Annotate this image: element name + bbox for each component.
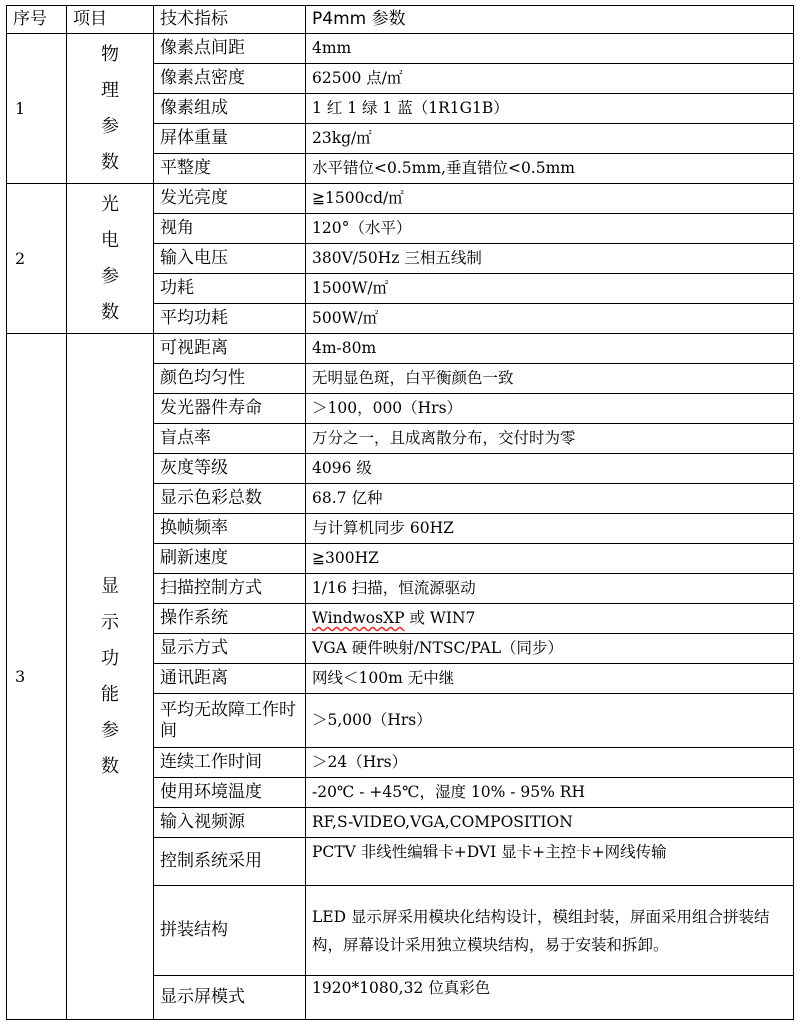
param-value: 62500 点/㎡ xyxy=(306,64,794,94)
group-seq: 1 xyxy=(7,34,67,184)
group-seq: 2 xyxy=(7,184,67,334)
param-label: 连续工作时间 xyxy=(154,748,306,778)
param-value: PCTV 非线性编辑卡+DVI 显卡+主控卡+网线传输 xyxy=(306,838,794,886)
param-value: 1 红 1 绿 1 蓝（1R1G1B） xyxy=(306,94,794,124)
os-name-alt: 或 WIN7 xyxy=(404,609,476,627)
param-value: 万分之一，且成离散分布，交付时为零 xyxy=(306,424,794,454)
param-label: 像素点间距 xyxy=(154,34,306,64)
header-value: P4mm 参数 xyxy=(306,6,794,34)
param-label: 颜色均匀性 xyxy=(154,364,306,394)
param-value: 120°（水平） xyxy=(306,214,794,244)
param-label: 操作系统 xyxy=(154,604,306,634)
param-value: 1920*1080,32 位真彩色 xyxy=(306,976,794,1020)
param-value xyxy=(306,604,794,634)
param-label: 使用环境温度 xyxy=(154,778,306,808)
group-category: 物 理 参 数 xyxy=(67,34,154,184)
table-row xyxy=(7,334,794,364)
param-label: 像素点密度 xyxy=(154,64,306,94)
param-label: 盲点率 xyxy=(154,424,306,454)
param-label: 显示色彩总数 xyxy=(154,484,306,514)
param-label: 平均无故障工作时间 xyxy=(154,694,306,748)
header-seq: 序号 xyxy=(7,6,67,34)
param-value: 水平错位<0.5mm,垂直错位<0.5mm xyxy=(306,154,794,184)
param-label: 平均功耗 xyxy=(154,304,306,334)
param-label: 功耗 xyxy=(154,274,306,304)
param-value: RF,S-VIDEO,VGA,COMPOSITION xyxy=(306,808,794,838)
param-value: ＞24（Hrs） xyxy=(306,748,794,778)
os-name-spellcheck: WindwosXP xyxy=(312,609,405,627)
param-value: 500W/㎡ xyxy=(306,304,794,334)
param-value: ＞5,000（Hrs） xyxy=(306,694,794,748)
param-label: 发光亮度 xyxy=(154,184,306,214)
param-label: 扫描控制方式 xyxy=(154,574,306,604)
param-label: 输入电压 xyxy=(154,244,306,274)
table-row xyxy=(7,34,794,64)
param-value: 无明显色斑，白平衡颜色一致 xyxy=(306,364,794,394)
param-value: LED 显示屏采用模块化结构设计，模组封装，屏面采用组合拼装结构，屏幕设计采用独立模块结构，易于安装和拆卸。 xyxy=(306,886,794,976)
param-value: 1500W/㎡ xyxy=(306,274,794,304)
param-value: ≧300HZ xyxy=(306,544,794,574)
param-label: 平整度 xyxy=(154,154,306,184)
param-label: 灰度等级 xyxy=(154,454,306,484)
param-value: 4mm xyxy=(306,34,794,64)
param-label: 显示方式 xyxy=(154,634,306,664)
param-label: 屏体重量 xyxy=(154,124,306,154)
param-label: 换帧频率 xyxy=(154,514,306,544)
param-label: 刷新速度 xyxy=(154,544,306,574)
param-value: -20℃ - +45℃，湿度 10% - 95% RH xyxy=(306,778,794,808)
param-value: 68.7 亿种 xyxy=(306,484,794,514)
header-row xyxy=(7,6,794,34)
spec-table xyxy=(6,5,794,1020)
param-value: ＞100，000（Hrs） xyxy=(306,394,794,424)
param-value: 4096 级 xyxy=(306,454,794,484)
param-label: 输入视频源 xyxy=(154,808,306,838)
param-value: VGA 硬件映射/NTSC/PAL（同步） xyxy=(306,634,794,664)
param-label: 可视距离 xyxy=(154,334,306,364)
table-row xyxy=(7,184,794,214)
param-value: ≧1500cd/㎡ xyxy=(306,184,794,214)
header-item: 项目 xyxy=(67,6,154,34)
param-value: 1/16 扫描，恒流源驱动 xyxy=(306,574,794,604)
param-label: 视角 xyxy=(154,214,306,244)
group-seq: 3 xyxy=(7,334,67,1020)
param-value: 4m-80m xyxy=(306,334,794,364)
param-value: 网线＜100m 无中继 xyxy=(306,664,794,694)
group-category: 显 示 功 能 参 数 xyxy=(67,334,154,1020)
group-category: 光 电 参 数 xyxy=(67,184,154,334)
param-label: 像素组成 xyxy=(154,94,306,124)
header-spec: 技术指标 xyxy=(154,6,306,34)
param-label: 通讯距离 xyxy=(154,664,306,694)
param-value: 与计算机同步 60HZ xyxy=(306,514,794,544)
param-label: 显示屏模式 xyxy=(154,976,306,1020)
param-label: 拼装结构 xyxy=(154,886,306,976)
param-label: 发光器件寿命 xyxy=(154,394,306,424)
param-value: 23kg/㎡ xyxy=(306,124,794,154)
param-value: 380V/50Hz 三相五线制 xyxy=(306,244,794,274)
param-label: 控制系统采用 xyxy=(154,838,306,886)
